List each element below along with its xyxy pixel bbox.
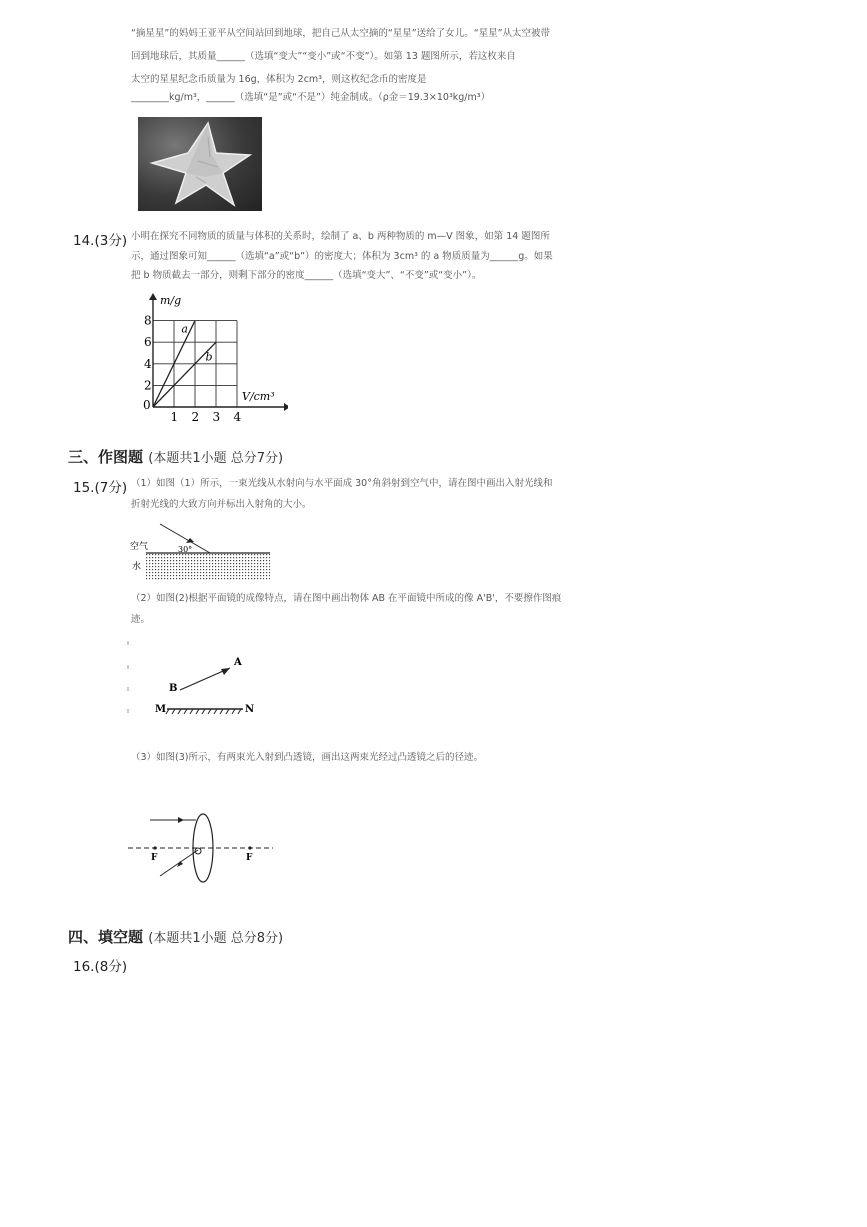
section-4-title: 四、填空题 <box>68 928 144 946</box>
q14-line-3: 把 b 物质截去一部分，则剩下部分的密度______（选填“变大”、“不变”或“变小”）。 <box>131 270 482 281</box>
angle-label: 30° <box>178 545 193 554</box>
water-region <box>146 554 270 580</box>
focus-left-label: F <box>151 853 158 863</box>
q13-line-3: 太空的星星纪念币质量为 16g，体积为 2cm³，则这枚纪念币的密度是 <box>131 74 427 85</box>
object-arrow <box>221 668 230 675</box>
y-axis-arrow <box>149 293 157 300</box>
q13-line-1: “摘星星”的妈妈王亚平从空间站回到地球，把自己从太空摘的“星星”送给了女儿。“星星”从太空被带 <box>131 28 551 39</box>
q13-line-4: ________kg/m³，______（选填“是”或“不是”）纯金制成。（ρ金＝19.3×10³kg/m³） <box>131 92 491 103</box>
point-a-label: A <box>234 657 242 668</box>
star-coin-photo <box>138 117 262 211</box>
figure-2-plane-mirror <box>125 635 275 725</box>
q14-line-1: 小明在探究不同物质的质量与体积的关系时，绘制了 a、b 两种物质的 m—V 图象，如第 14 题图所 <box>131 231 550 242</box>
section-3-title: 三、作图题 <box>68 448 144 466</box>
focus-right-label: F <box>246 853 253 863</box>
focus-right-dot <box>248 846 251 849</box>
y-tick-label: 6 <box>144 335 152 350</box>
air-label: 空气 <box>130 542 149 552</box>
x-tick-label: 4 <box>233 410 242 424</box>
point-b-label: B <box>169 683 178 694</box>
x-tick-label: 3 <box>212 410 221 424</box>
section-4-subtitle: (本题共1小题 总分8分) <box>148 931 284 946</box>
q14-number: 14.(3分) <box>73 233 128 249</box>
focus-left-dot <box>153 846 156 849</box>
m-v-graph <box>138 290 288 425</box>
section-3-subtitle: (本题共1小题 总分7分) <box>148 451 284 466</box>
q15-number: 15.(7分) <box>73 480 128 496</box>
section-4-heading <box>68 926 283 947</box>
x-axis-label: V/cm³ <box>242 390 275 403</box>
y-tick-label: 0 <box>143 398 151 412</box>
q13-line-2: 回到地球后，其质量______（选填“变大”“变小”或“不变”）。如第 13 题图所示，若这枚来自 <box>131 51 516 62</box>
q14-line-2: 示，通过图象可知______（选填“a”或“b”）的密度大；体积为 3cm³ 的 a 物质质量为______g。如果 <box>131 251 553 262</box>
q16-number: 16.(8分) <box>73 959 128 975</box>
water-label: 水 <box>132 562 142 572</box>
mirror-hatching <box>166 709 241 714</box>
point-m-label: M <box>155 704 167 715</box>
y-tick-label: 4 <box>144 356 152 371</box>
q15-part2-line-1: （2）如图(2)根据平面镜的成像特点，请在图中画出物体 AB 在平面镜中所成的像 A'B'，不要擦作图痕 <box>131 593 562 604</box>
x-tick-label: 1 <box>170 410 179 424</box>
point-n-label: N <box>245 704 255 715</box>
q15-part3-line-1: （3）如图(3)所示，有两束光入射到凸透镜，画出这两束光经过凸透镜之后的径迹。 <box>131 752 484 763</box>
q15-part2-line-2: 迹。 <box>131 614 151 625</box>
x-axis-arrow <box>284 403 288 411</box>
y-tick-label: 2 <box>144 378 152 393</box>
line-b-label: b <box>205 350 213 364</box>
q15-part1-line-1: （1）如图（1）所示，一束光线从水射向与水平面成 30°角斜射到空气中，请在图中画出入射光线和 <box>131 478 553 489</box>
figure-1-refraction <box>128 518 278 584</box>
y-tick-label: 8 <box>144 313 152 328</box>
figure-3-convex-lens <box>128 808 278 888</box>
star-coin-image <box>138 117 262 211</box>
incident-ray-parallel-arrow <box>178 817 184 823</box>
section-3-heading <box>68 446 283 467</box>
x-tick-label: 2 <box>191 410 200 424</box>
q15-part1-line-2: 折射光线的大致方向并标出入射角的大小。 <box>131 499 312 510</box>
y-axis-label: m/g <box>160 294 182 307</box>
light-ray-arrow <box>186 538 194 543</box>
line-a-label: a <box>181 322 188 336</box>
